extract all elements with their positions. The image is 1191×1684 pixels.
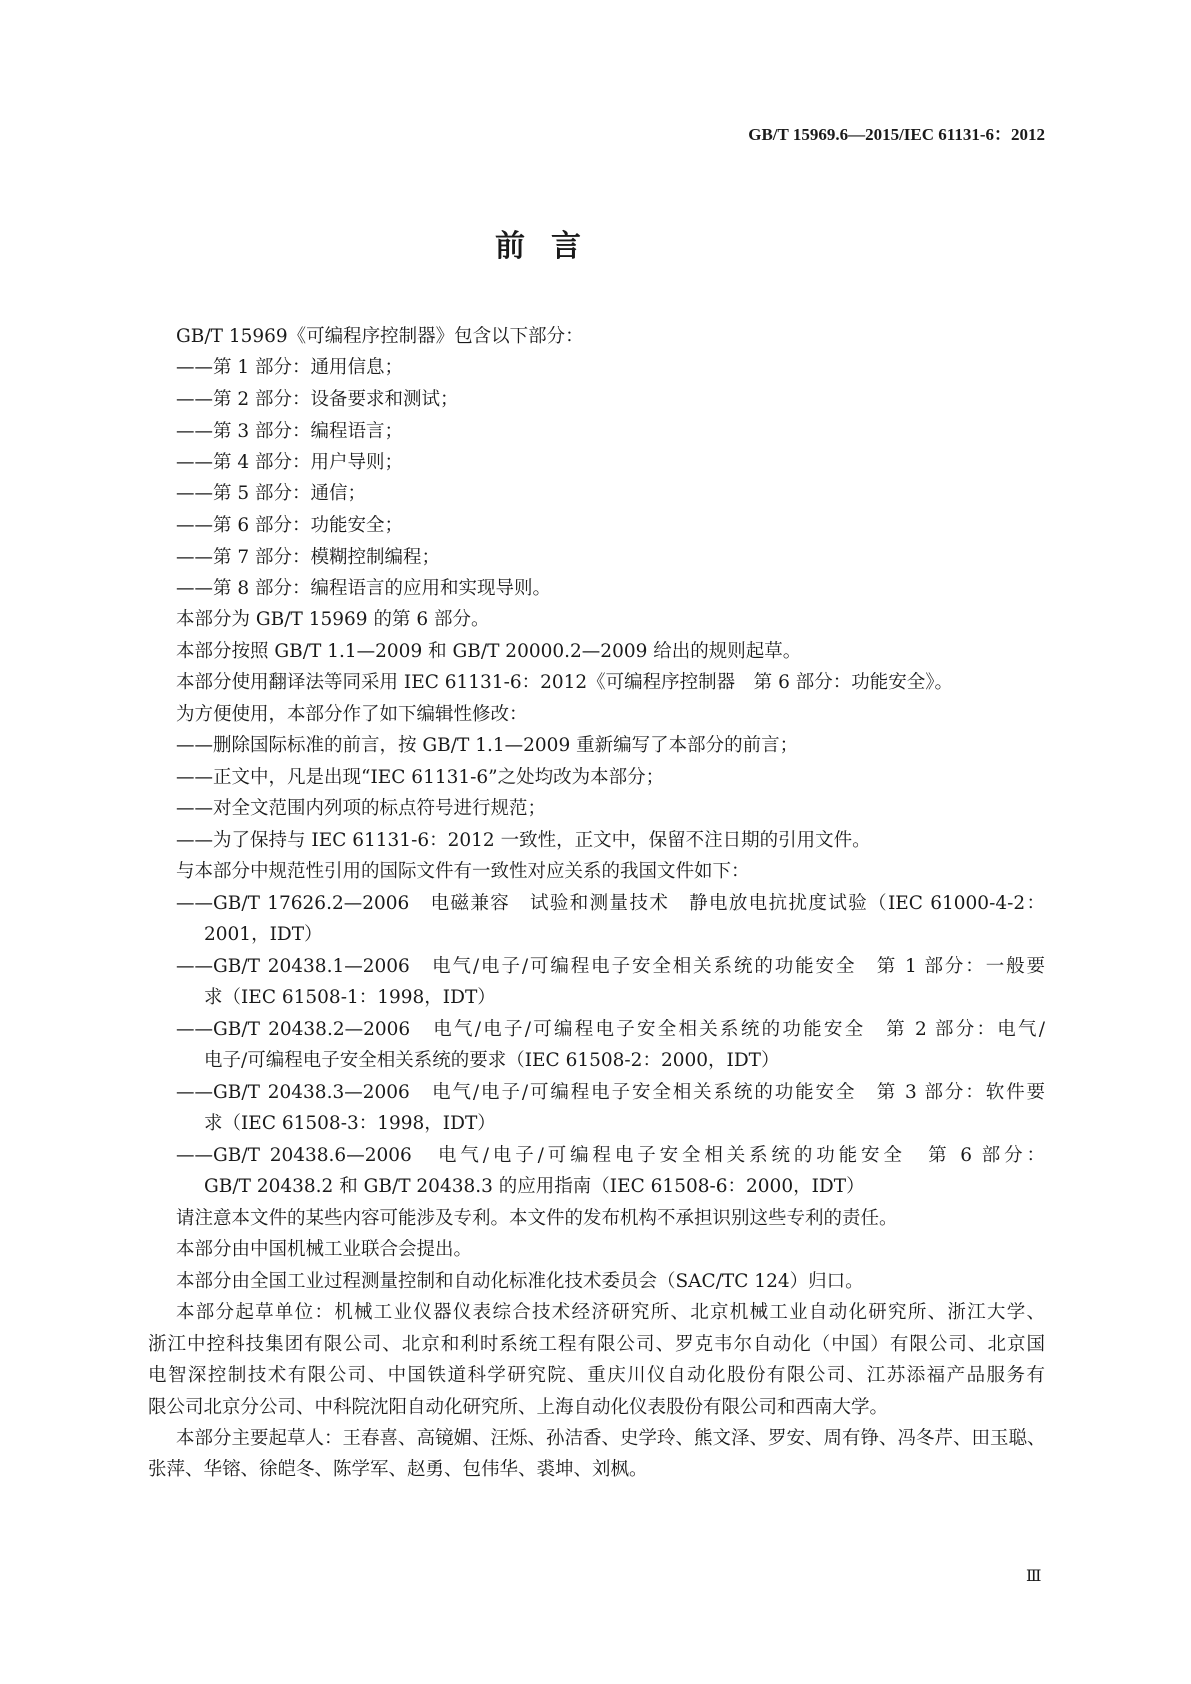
- reference-item: ——GB/T 20438.1—2006 电气/电子/可编程电子安全相关系统的功能安全 第 1 部分：一般要: [176, 956, 1045, 977]
- reference-item: ——GB/T 20438.3—2006 电气/电子/可编程电子安全相关系统的功能安全 第 3 部分：软件要: [176, 1082, 1045, 1103]
- part-list-item: ——第 7 部分：模糊控制编程；: [176, 547, 441, 568]
- standard-number-header: GB/T 15969.6—2015/IEC 61131-6：2012: [748, 125, 1045, 144]
- part-list-item: ——第 8 部分：编程语言的应用和实现导则。: [176, 578, 552, 599]
- reference-item: ——GB/T 20438.6—2006 电气/电子/可编程电子安全相关系统的功能安全 第 6 部分：: [176, 1145, 1045, 1166]
- part-list-item: ——第 2 部分：设备要求和测试；: [176, 389, 459, 410]
- scope-note: 本部分为 GB/T 15969 的第 6 部分。: [176, 609, 490, 630]
- drafting-rule: 本部分按照 GB/T 1.1—2009 和 GB/T 20000.2—2009 给出的规则起草。: [176, 641, 802, 662]
- reference-item-continuation: 求（IEC 61508-1：1998，IDT）: [204, 987, 496, 1008]
- reference-item-continuation: 电子/可编程电子安全相关系统的要求（IEC 61508-2：2000，IDT）: [204, 1050, 780, 1071]
- proposer-statement: 本部分由中国机械工业联合会提出。: [176, 1239, 473, 1260]
- reference-item-continuation: 2001，IDT）: [204, 924, 323, 945]
- page-number: Ⅲ: [1026, 1568, 1042, 1585]
- edit-list-item: ——删除国际标准的前言，按 GB/T 1.1—2009 重新编写了本部分的前言；: [176, 735, 799, 756]
- page-title: 前言: [495, 229, 607, 264]
- edit-list-item: ——对全文范围内列项的标点符号进行规范；: [176, 798, 547, 819]
- drafting-units-line: 浙江中控科技集团有限公司、北京和利时系统工程有限公司、罗克韦尔自动化（中国）有限公司、北京国: [148, 1334, 1045, 1355]
- drafters-line: 本部分主要起草人：王春喜、高镜媚、汪烁、孙洁香、史学玲、熊文泽、罗安、周有铮、冯冬芹、田玉聪、: [176, 1428, 1046, 1449]
- reference-item: ——GB/T 17626.2—2006 电磁兼容 试验和测量技术 静电放电抗扰度试验（IEC 61000-4-2：: [176, 893, 1045, 914]
- edit-list-item: ——为了保持与 IEC 61131-6：2012 一致性，正文中，保留不注日期的引用文件。: [176, 830, 871, 851]
- administrator-statement: 本部分由全国工业过程测量控制和自动化标准化技术委员会（SAC/TC 124）归口。: [176, 1271, 864, 1292]
- reference-item: ——GB/T 20438.2—2006 电气/电子/可编程电子安全相关系统的功能安全 第 2 部分：电气/: [176, 1019, 1045, 1040]
- drafting-units-line: 限公司北京分公司、中科院沈阳自动化研究所、上海自动化仪表股份有限公司和西南大学。: [148, 1397, 889, 1418]
- intro-line: GB/T 15969《可编程序控制器》包含以下部分：: [176, 326, 584, 347]
- part-list-item: ——第 3 部分：编程语言；: [176, 421, 404, 442]
- part-list-item: ——第 6 部分：功能安全；: [176, 515, 404, 536]
- reference-item-continuation: GB/T 20438.2 和 GB/T 20438.3 的应用指南（IEC 61508-6：2000，IDT）: [204, 1176, 865, 1197]
- part-list-item: ——第 5 部分：通信；: [176, 483, 367, 504]
- patent-notice: 请注意本文件的某些内容可能涉及专利。本文件的发布机构不承担识别这些专利的责任。: [176, 1208, 898, 1229]
- edit-intro: 为方便使用，本部分作了如下编辑性修改：: [176, 704, 528, 725]
- part-list-item: ——第 4 部分：用户导则；: [176, 452, 404, 473]
- drafting-units-line: 本部分起草单位：机械工业仪器仪表综合技术经济研究所、北京机械工业自动化研究所、浙江大学、: [176, 1302, 1045, 1323]
- adoption-statement: 本部分使用翻译法等同采用 IEC 61131-6：2012《可编程序控制器 第 6 部分：功能安全》。: [176, 672, 953, 693]
- drafters-line: 张萍、华镕、徐皑冬、陈学军、赵勇、包伟华、裘坤、刘枫。: [148, 1459, 648, 1480]
- references-intro: 与本部分中规范性引用的国际文件有一致性对应关系的我国文件如下：: [176, 861, 750, 882]
- edit-list-item: ——正文中，凡是出现“IEC 61131-6”之处均改为本部分；: [176, 767, 665, 788]
- part-list-item: ——第 1 部分：通用信息；: [176, 357, 404, 378]
- drafting-units-line: 电智深控制技术有限公司、中国铁道科学研究院、重庆川仪自动化股份有限公司、江苏添福产品服务有: [148, 1365, 1045, 1386]
- reference-item-continuation: 求（IEC 61508-3：1998，IDT）: [204, 1113, 496, 1134]
